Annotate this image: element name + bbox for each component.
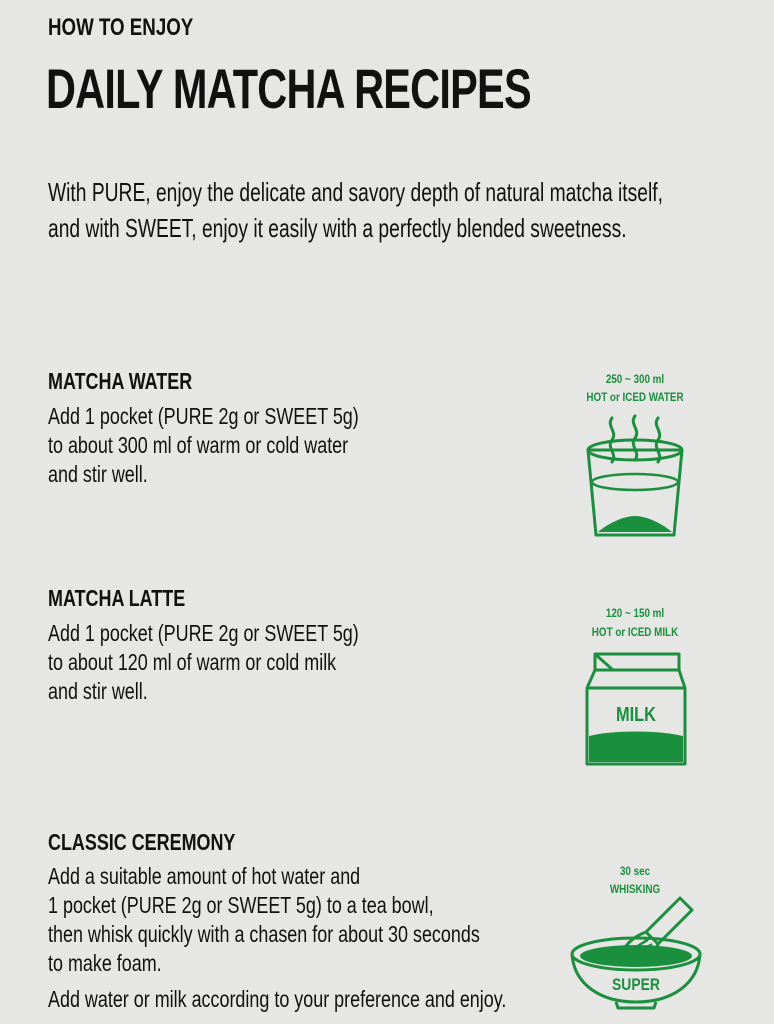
page-title: DAILY MATCHA RECIPES [46,57,531,120]
recipe-extra-line: Add water or milk according to your preference and enjoy. [48,986,507,1012]
recipe-text-line: Add 1 pocket (PURE 2g or SWEET 5g) [48,403,359,429]
recipe-text-line: Add 1 pocket (PURE 2g or SWEET 5g) [48,620,359,646]
eyebrow-heading: HOW TO ENJOY [48,14,194,41]
recipe-text-line: then whisk quickly with a chasen for about 30 seconds [48,921,480,947]
milk-amount-label: 120 ~ 150 ml [605,606,665,620]
recipe-text-line: 1 pocket (PURE 2g or SWEET 5g) to a tea bowl, [48,892,434,918]
recipe-title-classic-ceremony: CLASSIC CEREMONY [48,829,236,855]
recipe-title-matcha-latte: MATCHA LATTE [48,585,186,611]
water-amount-label: 250 ~ 300 ml [605,372,665,386]
tea-bowl-label: SUPER [611,975,661,994]
whisk-duration-label: 30 sec [619,864,651,878]
recipe-text-line: to about 300 ml of warm or cold water [48,432,349,458]
glass-of-water-icon [580,410,690,540]
recipe-text-line: to about 120 ml of warm or cold milk [48,649,337,675]
milk-temperature-label: HOT or ICED MILK [591,625,679,639]
water-temperature-label: HOT or ICED WATER [586,390,684,404]
intro-text-line-2: and with SWEET, enjoy it easily with a perfectly blended sweetness. [48,213,627,243]
intro-text-line-1: With PURE, enjoy the delicate and savory depth of natural matcha itself, [48,177,663,207]
recipe-text-line: Add a suitable amount of hot water and [48,863,361,889]
whisk-action-label: WHISKING [609,882,661,896]
recipe-text-line: and stir well. [48,678,148,704]
recipe-title-matcha-water: MATCHA WATER [48,368,193,394]
recipe-text-line: to make foam. [48,950,162,976]
recipe-text-line: and stir well. [48,461,148,487]
milk-carton-label: MILK [615,704,657,726]
